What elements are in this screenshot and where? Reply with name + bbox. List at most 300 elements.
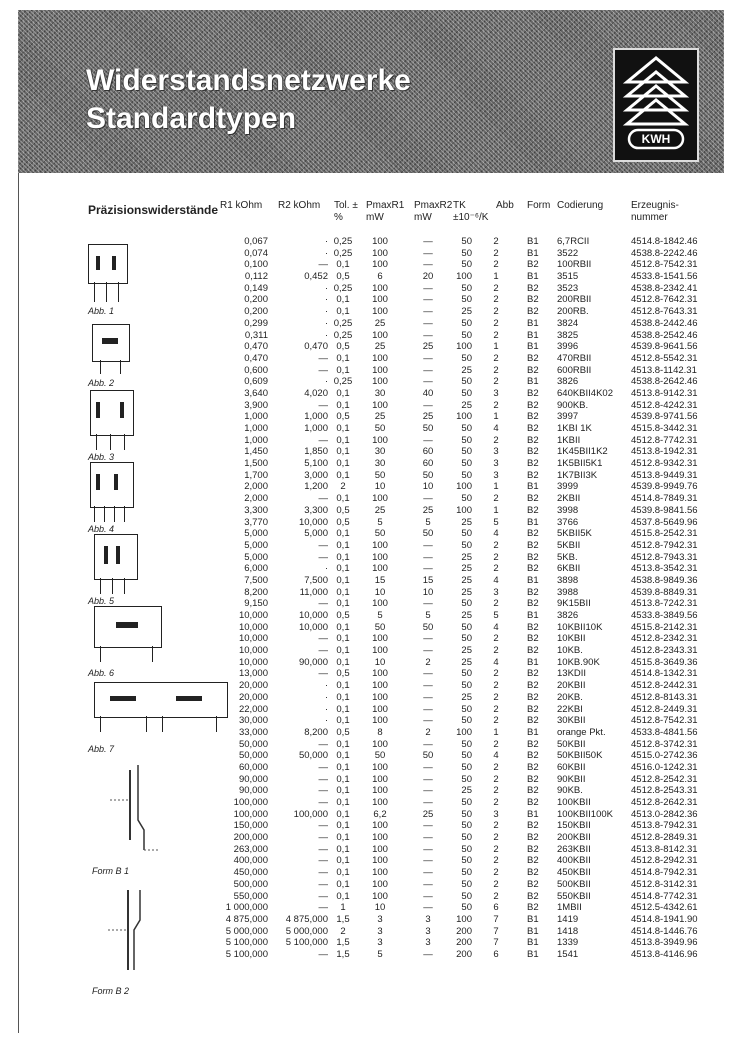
cell-tol: 0,25 xyxy=(333,236,353,247)
cell-pmax-r2: — xyxy=(423,329,433,341)
cell-r2: 3,300 xyxy=(304,504,328,516)
cell-erzeugnisnummer: 4512.8-2543.31 xyxy=(631,785,698,797)
cell-form: B2 xyxy=(527,797,539,808)
cell-pmax-r1: 100 xyxy=(372,633,388,645)
cell-form: B2 xyxy=(527,761,539,773)
cell-tol: 0,1 xyxy=(336,306,350,318)
cell-r1: 1 000,000 xyxy=(225,902,268,914)
cell-r1: 2,000 xyxy=(244,493,268,505)
cell-codierung: 3898 xyxy=(557,574,579,586)
header-r2: R2 kOhm xyxy=(278,200,321,211)
cell-pmax-r2: — xyxy=(423,399,433,411)
cell-erzeugnisnummer: 4513.8-3542.31 xyxy=(631,563,698,575)
cell-form: B2 xyxy=(527,867,539,879)
cell-r2: — xyxy=(318,878,328,890)
header-r1: R1 kOhm xyxy=(220,200,263,211)
cell-pmax-r1: 5 xyxy=(377,610,383,621)
cell-form: B2 xyxy=(527,423,539,434)
cell-erzeugnisnummer: 4539.8-9741.56 xyxy=(631,411,698,423)
cell-erzeugnisnummer: 4512.8-3742.31 xyxy=(631,738,698,750)
cell-pmax-r1: 10 xyxy=(374,586,386,598)
cell-erzeugnisnummer: 4514.8-1842.46 xyxy=(631,236,698,247)
cell-form: B1 xyxy=(527,341,539,353)
cell-r2: · xyxy=(324,691,328,703)
cell-r1: 60,000 xyxy=(238,761,268,773)
cell-r2: 3,000 xyxy=(304,469,328,481)
cell-form: B2 xyxy=(527,539,539,551)
cell-abb: 2 xyxy=(493,352,499,364)
cell-tol: 0,1 xyxy=(336,586,350,598)
cell-tol: 0,1 xyxy=(336,645,350,657)
cell-codierung: 6,7RCII xyxy=(557,236,590,247)
cell-erzeugnisnummer: 4538.8-9849.36 xyxy=(631,574,698,586)
cell-r1: 3,300 xyxy=(244,504,268,516)
cell-form: B1 xyxy=(527,329,539,341)
cell-codierung: 10KBII10K xyxy=(557,621,603,633)
cell-pmax-r1: 50 xyxy=(374,750,386,762)
cell-tol: 0,1 xyxy=(336,621,350,633)
cell-tk: 25 xyxy=(461,364,472,376)
cell-form: B2 xyxy=(527,598,539,610)
cell-r2: · xyxy=(324,680,328,692)
cell-codierung: 2KBII xyxy=(557,493,581,505)
cell-pmax-r2: 60 xyxy=(422,446,434,458)
cell-form: B1 xyxy=(527,937,539,949)
cell-abb: 7 xyxy=(493,925,499,937)
cell-r1: 50,000 xyxy=(238,738,268,750)
cell-tol: 0,1 xyxy=(336,364,350,376)
cell-abb: 2 xyxy=(493,306,499,318)
cell-tol: 0,1 xyxy=(336,633,350,645)
cell-form: B2 xyxy=(527,890,539,902)
cell-abb: 4 xyxy=(493,621,499,633)
cell-abb: 2 xyxy=(493,855,499,867)
cell-pmax-r2: — xyxy=(423,633,433,645)
cell-r2: — xyxy=(318,820,328,832)
cell-erzeugnisnummer: 4515.8-2542.31 xyxy=(631,528,698,540)
cell-abb: 2 xyxy=(493,867,499,879)
cell-r1: 5,000 xyxy=(244,528,268,540)
cell-codierung: 1541 xyxy=(557,948,579,960)
cell-codierung: 1339 xyxy=(557,937,579,949)
cell-tol: 0,25 xyxy=(333,247,353,259)
cell-codierung: 60KBII xyxy=(557,761,586,773)
cell-erzeugnisnummer: 4514.8-1342.31 xyxy=(631,668,698,680)
cell-tk: 50 xyxy=(461,434,472,446)
cell-pmax-r2: — xyxy=(423,317,433,329)
cell-tol: 0,1 xyxy=(336,773,350,785)
cell-pmax-r2: — xyxy=(423,294,433,306)
cell-abb: 3 xyxy=(493,446,499,458)
cell-abb: 2 xyxy=(493,843,499,855)
cell-erzeugnisnummer: 4515.8-3649.36 xyxy=(631,656,698,668)
cell-pmax-r1: 100 xyxy=(372,890,388,902)
cell-tol: 0,1 xyxy=(336,446,350,458)
cell-form: B2 xyxy=(527,621,539,633)
title-line-1: Widerstandsnetzwerke xyxy=(86,64,411,97)
cell-pmax-r1: 100 xyxy=(372,715,388,727)
cell-tol: 0,1 xyxy=(336,574,350,586)
form-b2-drawing xyxy=(100,880,170,980)
cell-tol: 0,25 xyxy=(333,317,353,329)
cell-form: B2 xyxy=(527,586,539,598)
cell-r1: 200,000 xyxy=(233,832,268,844)
figure-label-abb7: Abb. 7 xyxy=(88,744,115,754)
cell-tol: 0,1 xyxy=(336,715,350,727)
cell-r2: — xyxy=(318,364,328,376)
cell-codierung: 263KBII xyxy=(557,843,591,855)
cell-r1: 1,000 xyxy=(244,411,268,423)
cell-r2: — xyxy=(318,434,328,446)
cell-tk: 50 xyxy=(461,259,472,271)
cell-tol: 0,1 xyxy=(336,598,350,610)
cell-codierung: 50KBII50K xyxy=(557,750,603,762)
cell-r2: — xyxy=(318,832,328,844)
cell-pmax-r1: 100 xyxy=(372,832,388,844)
cell-r1: 5,000 xyxy=(244,539,268,551)
cell-r2: 4,020 xyxy=(304,387,328,399)
cell-r1: 0,299 xyxy=(244,317,268,329)
cell-r1: 1,450 xyxy=(244,446,268,458)
cell-r2: — xyxy=(318,785,328,797)
cell-r2: — xyxy=(318,633,328,645)
cell-form: B2 xyxy=(527,878,539,890)
cell-tk: 50 xyxy=(461,376,472,388)
cell-r2: — xyxy=(318,867,328,879)
cell-pmax-r2: 50 xyxy=(422,750,434,762)
cell-pmax-r2: — xyxy=(423,680,433,692)
cell-r2: · xyxy=(324,294,328,306)
cell-tol: 0,1 xyxy=(336,551,350,563)
cell-pmax-r1: 6,2 xyxy=(373,808,387,820)
cell-r1: 10,000 xyxy=(238,656,268,668)
cell-r2: 1,000 xyxy=(304,411,328,423)
cell-tk: 100 xyxy=(456,271,472,283)
cell-r1: 2,000 xyxy=(244,481,268,493)
cell-form: B2 xyxy=(527,364,539,376)
cell-tk: 50 xyxy=(461,878,472,890)
cell-abb: 2 xyxy=(493,785,499,797)
cell-tk: 25 xyxy=(461,645,472,657)
cell-form: B1 xyxy=(527,271,539,283)
cell-tol: 0,5 xyxy=(336,610,350,621)
cell-r1: 100,000 xyxy=(233,808,268,820)
cell-r1: 3,640 xyxy=(244,387,268,399)
figure-abb3 xyxy=(86,388,136,452)
cell-abb: 2 xyxy=(493,820,499,832)
cell-codierung: 100KBII xyxy=(557,797,591,808)
cell-erzeugnisnummer: 4538.8-2242.46 xyxy=(631,247,698,259)
cell-r2: 8,200 xyxy=(304,726,328,738)
cell-form: B2 xyxy=(527,352,539,364)
header-pmax-r1: PmaxR1 mW xyxy=(366,200,405,223)
cell-r1: 50,000 xyxy=(238,750,268,762)
cell-r1: 0,112 xyxy=(244,271,268,283)
cell-abb: 6 xyxy=(493,948,499,960)
figure-abb1 xyxy=(86,240,130,304)
cell-codierung: 550KBII xyxy=(557,890,591,902)
logo-text: KWH xyxy=(641,132,671,146)
cell-form: B2 xyxy=(527,691,539,703)
cell-pmax-r1: 30 xyxy=(374,446,386,458)
cell-tk: 50 xyxy=(461,329,472,341)
cell-tk: 50 xyxy=(461,773,472,785)
cell-form: B2 xyxy=(527,458,539,470)
cell-tol: 0,1 xyxy=(336,469,350,481)
cell-abb: 3 xyxy=(493,808,499,820)
cell-abb: 2 xyxy=(493,376,499,388)
cell-erzeugnisnummer: 4513.0-2842.36 xyxy=(631,808,698,820)
cell-erzeugnisnummer: 4512.8-7642.31 xyxy=(631,294,698,306)
cell-pmax-r2: — xyxy=(423,598,433,610)
cell-pmax-r1: 3 xyxy=(377,937,383,949)
cell-tk: 50 xyxy=(461,236,472,247)
cell-codierung: 1MBII xyxy=(557,902,582,914)
cell-form: B2 xyxy=(527,411,539,423)
cell-r2: — xyxy=(318,890,328,902)
cell-codierung: 1419 xyxy=(557,913,579,925)
cell-form: B2 xyxy=(527,680,539,692)
cell-r1: 20,000 xyxy=(238,691,268,703)
cell-tk: 25 xyxy=(461,691,472,703)
cell-r2: 1,850 xyxy=(304,446,328,458)
cell-abb: 2 xyxy=(493,434,499,446)
cell-form: B2 xyxy=(527,294,539,306)
cell-pmax-r2: — xyxy=(423,855,433,867)
cell-r2: — xyxy=(318,352,328,364)
cell-r1: 13,000 xyxy=(238,668,268,680)
cell-tol: 0,1 xyxy=(336,797,350,808)
cell-erzeugnisnummer: 4513.8-9142.31 xyxy=(631,387,698,399)
cell-r2: — xyxy=(318,773,328,785)
cell-abb: 2 xyxy=(493,703,499,715)
cell-codierung: 200RBII xyxy=(557,294,592,306)
cell-r1: 0,470 xyxy=(244,352,268,364)
cell-form: B2 xyxy=(527,855,539,867)
cell-erzeugnisnummer: 4514.8-1446.76 xyxy=(631,925,698,937)
cell-abb: 2 xyxy=(493,259,499,271)
cell-abb: 2 xyxy=(493,832,499,844)
cell-pmax-r2: — xyxy=(423,890,433,902)
cell-form: B2 xyxy=(527,785,539,797)
cell-codierung: 3523 xyxy=(557,282,579,294)
cell-erzeugnisnummer: 4514.8-7849.31 xyxy=(631,493,698,505)
cell-abb: 4 xyxy=(493,656,499,668)
cell-r1: 3,770 xyxy=(244,516,268,528)
cell-tk: 50 xyxy=(461,598,472,610)
cell-tol: 0,1 xyxy=(336,563,350,575)
cell-pmax-r1: 10 xyxy=(374,481,386,493)
cell-pmax-r2: — xyxy=(423,236,433,247)
cell-form: B2 xyxy=(527,504,539,516)
cell-pmax-r1: 25 xyxy=(374,317,386,329)
cell-pmax-r1: 15 xyxy=(374,574,386,586)
cell-r1: 0,311 xyxy=(244,329,268,341)
cell-pmax-r1: 100 xyxy=(372,259,388,271)
cell-r2: — xyxy=(318,761,328,773)
cell-pmax-r1: 100 xyxy=(372,352,388,364)
cell-r2: — xyxy=(318,551,328,563)
cell-pmax-r2: 50 xyxy=(422,528,434,540)
cell-tk: 50 xyxy=(461,317,472,329)
cell-pmax-r2: — xyxy=(423,820,433,832)
cell-tk: 25 xyxy=(461,586,472,598)
cell-form: B1 xyxy=(527,948,539,960)
cell-abb: 2 xyxy=(493,493,499,505)
cell-pmax-r2: — xyxy=(423,493,433,505)
cell-pmax-r1: 100 xyxy=(372,843,388,855)
cell-codierung: 500KBII xyxy=(557,878,591,890)
cell-pmax-r2: — xyxy=(423,948,433,960)
cell-abb: 3 xyxy=(493,387,499,399)
cell-r1: 3,900 xyxy=(244,399,268,411)
cell-tol: 0,1 xyxy=(336,656,350,668)
cell-form: B1 xyxy=(527,236,539,247)
cell-pmax-r1: 100 xyxy=(372,236,388,247)
cell-r2: · xyxy=(324,247,328,259)
cell-pmax-r2: 3 xyxy=(425,925,431,937)
header-banner xyxy=(18,10,724,173)
figure-abb7 xyxy=(86,678,236,738)
cell-pmax-r1: 100 xyxy=(372,399,388,411)
cell-pmax-r1: 30 xyxy=(374,387,386,399)
cell-erzeugnisnummer: 4514.8-7942.31 xyxy=(631,867,698,879)
cell-pmax-r2: — xyxy=(423,259,433,271)
cell-abb: 2 xyxy=(493,773,499,785)
cell-tk: 50 xyxy=(461,680,472,692)
cell-tol: 0,1 xyxy=(336,423,350,434)
cell-erzeugnisnummer: 4533.8-3849.56 xyxy=(631,610,698,621)
cell-tol: 0,1 xyxy=(336,703,350,715)
cell-r2: 11,000 xyxy=(299,586,328,598)
cell-codierung: 10KB.90K xyxy=(557,656,600,668)
cell-tk: 50 xyxy=(461,387,472,399)
cell-codierung: 640KBII4K02 xyxy=(557,387,613,399)
cell-r2: · xyxy=(324,329,328,341)
cell-abb: 5 xyxy=(493,610,499,621)
cell-form: B2 xyxy=(527,528,539,540)
header-tol: Tol. ± % xyxy=(334,200,358,223)
cell-form: B2 xyxy=(527,902,539,914)
cell-codierung: 90KB. xyxy=(557,785,583,797)
cell-tol: 1,5 xyxy=(336,913,350,925)
cell-pmax-r2: — xyxy=(423,539,433,551)
cell-abb: 1 xyxy=(493,726,499,738)
cell-erzeugnisnummer: 4512.8-7942.31 xyxy=(631,539,698,551)
cell-abb: 5 xyxy=(493,516,499,528)
cell-erzeugnisnummer: 4513.8-7242.31 xyxy=(631,598,698,610)
cell-codierung: 10KB. xyxy=(557,645,583,657)
cell-codierung: 1K45BII1K2 xyxy=(557,446,608,458)
cell-pmax-r2: — xyxy=(423,797,433,808)
cell-r1: 0,074 xyxy=(244,247,268,259)
header-codierung: Codierung xyxy=(557,200,604,211)
cell-pmax-r2: 50 xyxy=(422,423,434,434)
cell-pmax-r2: — xyxy=(423,761,433,773)
cell-erzeugnisnummer: 4515.8-2142.31 xyxy=(631,621,698,633)
cell-tk: 50 xyxy=(461,247,472,259)
cell-tol: 2 xyxy=(340,925,346,937)
cell-pmax-r1: 100 xyxy=(372,820,388,832)
cell-codierung: 5KBII5K xyxy=(557,528,592,540)
cell-tk: 100 xyxy=(456,504,472,516)
cell-r2: 5,100 xyxy=(304,458,328,470)
cell-tk: 200 xyxy=(456,937,472,949)
cell-pmax-r2: 3 xyxy=(425,937,431,949)
cell-r1: 6,000 xyxy=(244,563,268,575)
cell-codierung: 5KBII xyxy=(557,539,581,551)
cell-tk: 50 xyxy=(461,867,472,879)
cell-pmax-r2: — xyxy=(423,376,433,388)
cell-tk: 25 xyxy=(461,306,472,318)
cell-abb: 2 xyxy=(493,317,499,329)
cell-erzeugnisnummer: 4512.8-7943.31 xyxy=(631,551,698,563)
cell-tk: 50 xyxy=(461,352,472,364)
cell-form: B1 xyxy=(527,726,539,738)
cell-form: B2 xyxy=(527,563,539,575)
cell-tol: 0,1 xyxy=(336,808,350,820)
cell-tk: 50 xyxy=(461,458,472,470)
cell-erzeugnisnummer: 4513.8-8142.31 xyxy=(631,843,698,855)
cell-codierung: 3826 xyxy=(557,376,579,388)
header-pmax-r2: PmaxR2 mW xyxy=(414,200,453,223)
cell-pmax-r1: 25 xyxy=(374,504,386,516)
cell-pmax-r1: 5 xyxy=(377,948,383,960)
cell-pmax-r1: 100 xyxy=(372,668,388,680)
cell-pmax-r2: — xyxy=(423,364,433,376)
cell-r1: 33,000 xyxy=(238,726,268,738)
cell-r1: 20,000 xyxy=(238,680,268,692)
cell-abb: 7 xyxy=(493,913,499,925)
cell-abb: 1 xyxy=(493,271,499,283)
figure-label-abb5: Abb. 5 xyxy=(88,596,115,606)
header-erzeugnisnummer: Erzeugnis-nummer xyxy=(631,200,679,223)
cell-r2: — xyxy=(318,668,328,680)
cell-r2: · xyxy=(324,703,328,715)
cell-r2: · xyxy=(324,306,328,318)
cell-pmax-r2: 50 xyxy=(422,621,434,633)
cell-form: B1 xyxy=(527,516,539,528)
cell-pmax-r1: 100 xyxy=(372,598,388,610)
cell-r1: 100,000 xyxy=(233,797,268,808)
cell-tol: 0,1 xyxy=(336,855,350,867)
cell-pmax-r1: 100 xyxy=(372,878,388,890)
cell-codierung: 9K15BII xyxy=(557,598,591,610)
cell-pmax-r2: — xyxy=(423,434,433,446)
cell-erzeugnisnummer: 4512.8-7742.31 xyxy=(631,434,698,446)
cell-abb: 2 xyxy=(493,691,499,703)
cell-pmax-r2: 15 xyxy=(422,574,434,586)
cell-r2: 10,000 xyxy=(298,621,328,633)
cell-erzeugnisnummer: 4513.8-1942.31 xyxy=(631,446,698,458)
cell-r2: 0,470 xyxy=(304,341,328,353)
cell-tk: 50 xyxy=(461,423,472,434)
cell-pmax-r2: 2 xyxy=(425,656,431,668)
cell-tol: 0,1 xyxy=(336,434,350,446)
cell-form: B2 xyxy=(527,446,539,458)
cell-r1: 10,000 xyxy=(238,621,268,633)
cell-pmax-r1: 25 xyxy=(374,341,386,353)
cell-tk: 100 xyxy=(456,341,472,353)
cell-r1: 1,700 xyxy=(244,469,268,481)
cell-tol: 1,5 xyxy=(336,937,350,949)
cell-pmax-r1: 50 xyxy=(374,621,386,633)
cell-tol: 2 xyxy=(340,481,346,493)
cell-erzeugnisnummer: 4512.8-2942.31 xyxy=(631,855,698,867)
page-title xyxy=(86,62,411,138)
figure-abb2 xyxy=(86,318,136,376)
cell-pmax-r2: 20 xyxy=(422,271,434,283)
